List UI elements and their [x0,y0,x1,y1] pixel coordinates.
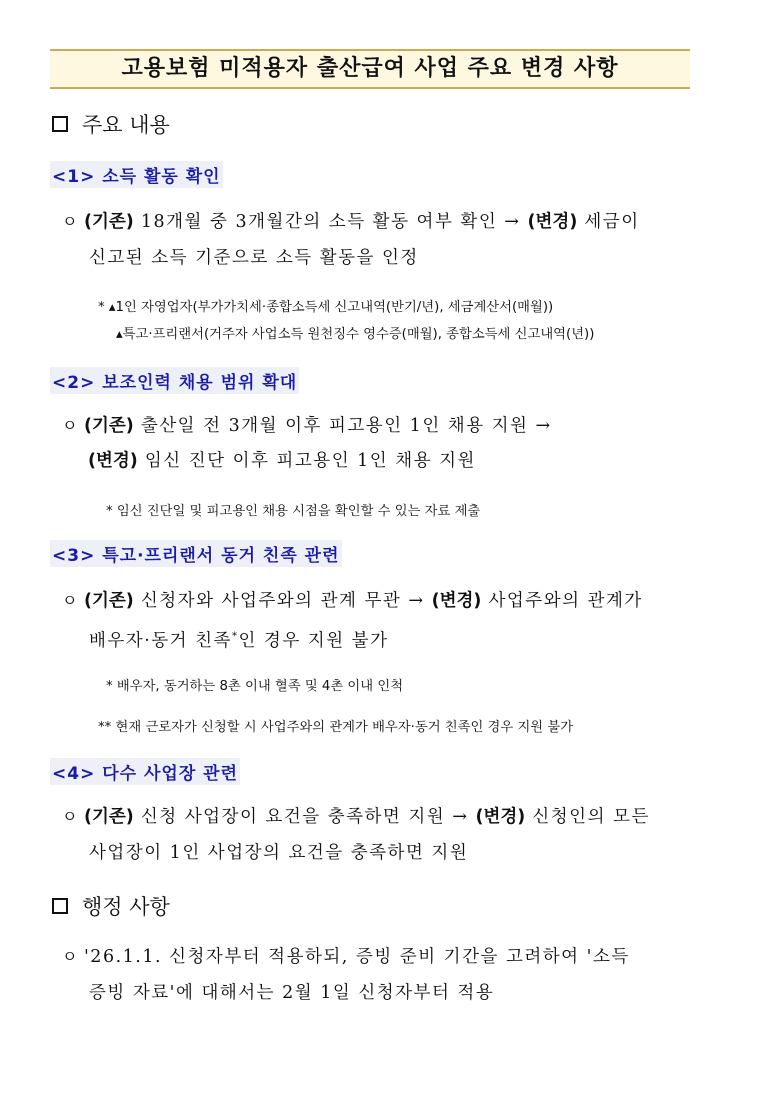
checkbox-square-icon [52,116,68,132]
item-1-line-2: 신고된 소득 기준으로 소득 활동을 인정 [89,248,419,268]
subheading-1: <1> 소득 활동 확인 [50,161,223,188]
checkbox-square-icon [52,898,68,914]
item-3-note-1: * 배우자, 동거하는 8촌 이내 혈족 및 4촌 이내 인척 [106,679,404,694]
label-before: (기존) [84,807,134,827]
label-before: (기존) [84,212,134,232]
item-1-line-1 [62,203,640,241]
item-3-line-1 [62,582,643,620]
section-main-heading [52,109,170,139]
item-1-text: 18개월 중 3개월간의 소득 활동 여부 확인 → [133,212,528,232]
item-2-text-end: 임신 진단 이후 피고용인 1인 채용 지원 [137,451,476,471]
item-3-text-end: 사업주와의 관계가 [481,591,643,611]
item-4-line-2: 사업장이 1인 사업장의 요건을 충족하면 지원 [89,843,469,863]
bullet-circle-icon: ㅇ [62,807,79,826]
item-3-line-2-start: 배우자·동거 친족 [89,630,232,651]
item-2-text: 출산일 전 3개월 이후 피고용인 1인 채용 지원 → [133,416,552,436]
bullet-circle-icon: ㅇ [62,416,79,435]
admin-line-1 [62,938,630,976]
label-after: (변경) [527,212,578,232]
label-before: (기존) [84,416,134,436]
footnote-marker: * [231,631,239,642]
item-3-text: 신청자와 사업주와의 관계 무관 → [133,591,432,611]
label-after: (변경) [88,451,138,471]
subheading-3: <3> 특고·프리랜서 동거 친족 관련 [50,540,342,567]
item-3-line-2-end: 인 경우 지원 불가 [238,630,389,651]
admin-text-1: '26.1.1. 신청자부터 적용하되, 증빙 준비 기간을 고려하여 '소득 [84,947,630,967]
item-2-note-1: * 임신 진단일 및 피고용인 채용 시점을 확인할 수 있는 자료 제출 [106,504,481,519]
item-1-note-2: ▴특고·프리랜서(거주자 사업소득 원천징수 영수증(매월), 종합소득세 신고내역(년)) [116,327,595,342]
item-3-line-2 [89,618,389,660]
item-1-text-end: 세금이 [577,212,640,232]
section-title: 행정 사항 [82,895,170,919]
bullet-circle-icon: ㅇ [62,591,79,610]
section-title: 주요 내용 [82,113,170,137]
item-4-line-1 [62,798,650,836]
section-admin-heading [52,891,170,921]
bullet-circle-icon: ㅇ [62,947,79,966]
label-after: (변경) [475,807,526,827]
subheading-2: <2> 보조인력 채용 범위 확대 [50,367,299,394]
item-2-line-2 [88,443,476,480]
title-banner [50,49,690,89]
admin-line-2: 증빙 자료'에 대해서는 2월 1일 신청자부터 적용 [89,983,495,1003]
page-title: 고용보험 미적용자 출산급여 사업 주요 변경 사항 [121,56,619,81]
label-before: (기존) [84,591,134,611]
item-4-text: 신청 사업장이 요건을 충족하면 지원 → [133,807,476,827]
item-2-line-1 [62,407,552,445]
label-after: (변경) [431,591,482,611]
item-4-text-end: 신청인의 모든 [525,807,650,827]
bullet-circle-icon: ㅇ [62,212,79,231]
item-3-note-2: ** 현재 근로자가 신청할 시 사업주와의 관계가 배우자·동거 친족인 경우 지원 불가 [98,720,574,735]
subheading-4: <4> 다수 사업장 관련 [50,758,240,785]
item-1-note-1: * ▴1인 자영업자(부가가치세·종합소득세 신고내역(반기/년), 세금계산서(매월)) [98,300,554,315]
